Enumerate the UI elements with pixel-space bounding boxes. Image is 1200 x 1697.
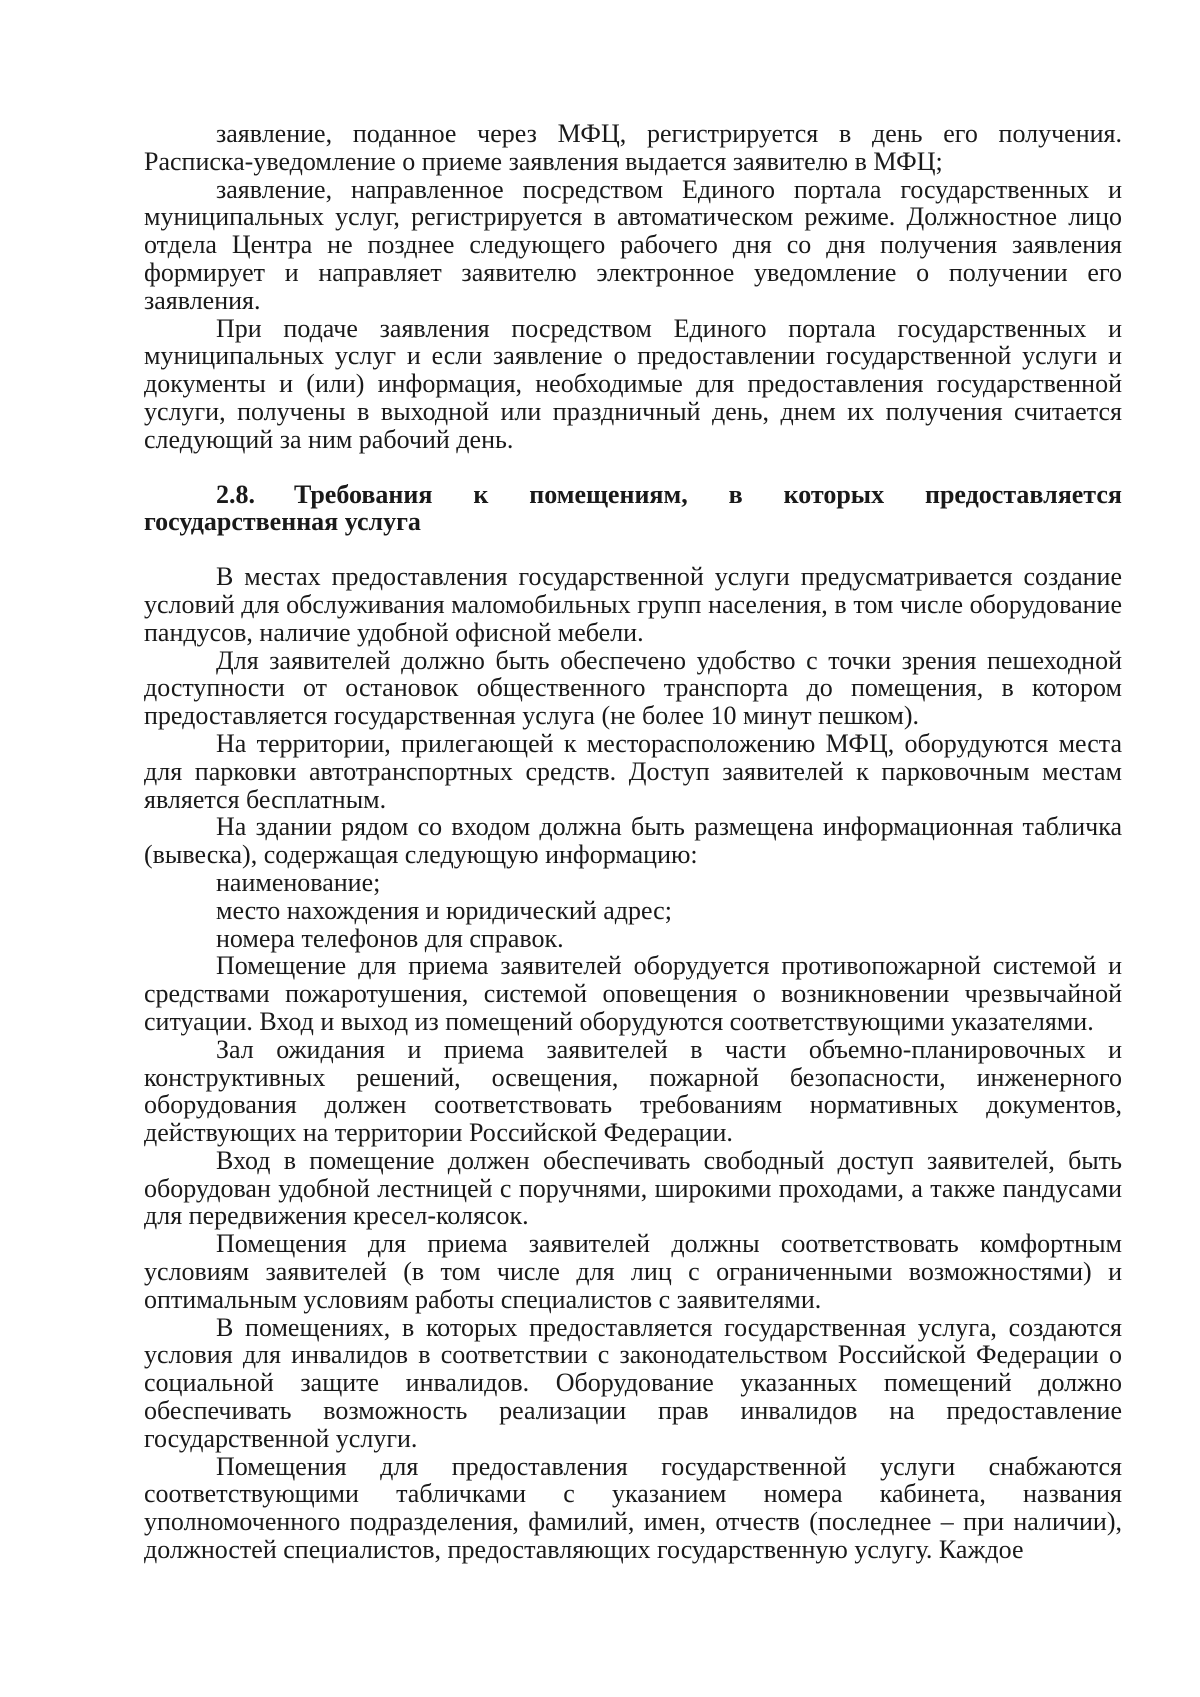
paragraph-waiting-hall: Зал ожидания и приема заявителей в части объемно-планировочных и конструктивных решений, освещения, пожарной безопасности, инженерного оборудования должен соответствовать требованиям нормативных документов, действующих на территории Российской Федерации. [144,1034,1122,1148]
paragraph-signboard: На здании рядом со входом должна быть размещена информационная табличка (вывеска), содержащая следующую информацию: [144,812,1122,870]
paragraph-holiday-rule: При подаче заявления посредством Единого портала государственных и муниципальных услуг и если заявление о предоставлении государственной услуги и документы и (или) информация, необходимые для предоставления государственной услуги, получены в выходной или праздничный день, днем их получения считается следующий за ним рабочий день. [144,313,1122,454]
paragraph-comfort: Помещения для приема заявителей должны соответствовать комфортным условиям заявителей (в том числе для лиц с ограниченными возможностями) и оптимальным условиям работы специалистов с заявителями. [144,1229,1122,1314]
paragraph-parking: На территории, прилегающей к месторасположению МФЦ, оборудуются места для парковки автотранспортных средств. Доступ заявителей к парковочным местам является бесплатным. [144,728,1122,814]
section-title: Требования к помещениям, в которых предоставляется государственная услуга [144,479,1122,537]
list-item-name: наименование; [216,867,381,897]
section-number: 2.8. [216,479,255,509]
paragraph-disabled-conditions: В помещениях, в которых предоставляется государственная услуга, создаются условия для инвалидов в соответствии с законодательством Российской Федерации о социальной защите инвалидов. Оборудование указанных помещений должно обеспечивать возможность реализации прав инвалидов на предоставление государственной услуги. [144,1312,1122,1453]
paragraph-mfc-registration: заявление, поданное через МФЦ, регистрируется в день его получения. Расписка-уведомление о приеме заявления выдается заявителю в МФЦ; [144,119,1122,176]
paragraph-accessibility: В местах предоставления государственной услуги предусматривается создание условий для обслуживания маломобильных групп населения, в том числе оборудование пандусов, наличие удобной офисной мебели. [144,562,1122,647]
paragraph-entrance: Вход в помещение должен обеспечивать свободный доступ заявителей, быть оборудован удобной лестницей с поручнями, широкими проходами, а также пандусами для передвижения кресел-колясок. [144,1145,1122,1231]
paragraph-portal-registration: заявление, направленное посредством Единого портала государственных и муниципальных услуг, регистрируется в автоматическом режиме. Должностное лицо отдела Центра не позднее следующего рабочего дня со дня получения заявления формирует и направляет заявителю электронное уведомление о получении его заявления. [144,174,1122,315]
paragraph-fire-safety: Помещение для приема заявителей оборудуется противопожарной системой и средствами пожаротушения, системой оповещения о возникновении чрезвычайной ситуации. Вход и выход из помещений оборудуются соответствующими указателями. [144,951,1122,1036]
section-heading [144,481,1122,537]
list-item-phones: номера телефонов для справок. [216,923,564,953]
document-page [144,120,1122,1564]
paragraph-room-signs: Помещения для предоставления государственной услуги снабжаются соответствующими табличками с указанием номера кабинета, названия уполномоченного подразделения, фамилий, имен, отчеств (последнее – при наличии), должностей специалистов, предоставляющих государственную услугу. Каждое [144,1451,1122,1565]
paragraph-pedestrian-access: Для заявителей должно быть обеспечено удобство с точки зрения пешеходной доступности от остановок общественного транспорта до помещения, в котором предоставляется государственная услуга (не более 10 минут пешком). [144,645,1122,731]
list-item-address: место нахождения и юридический адрес; [216,895,672,925]
